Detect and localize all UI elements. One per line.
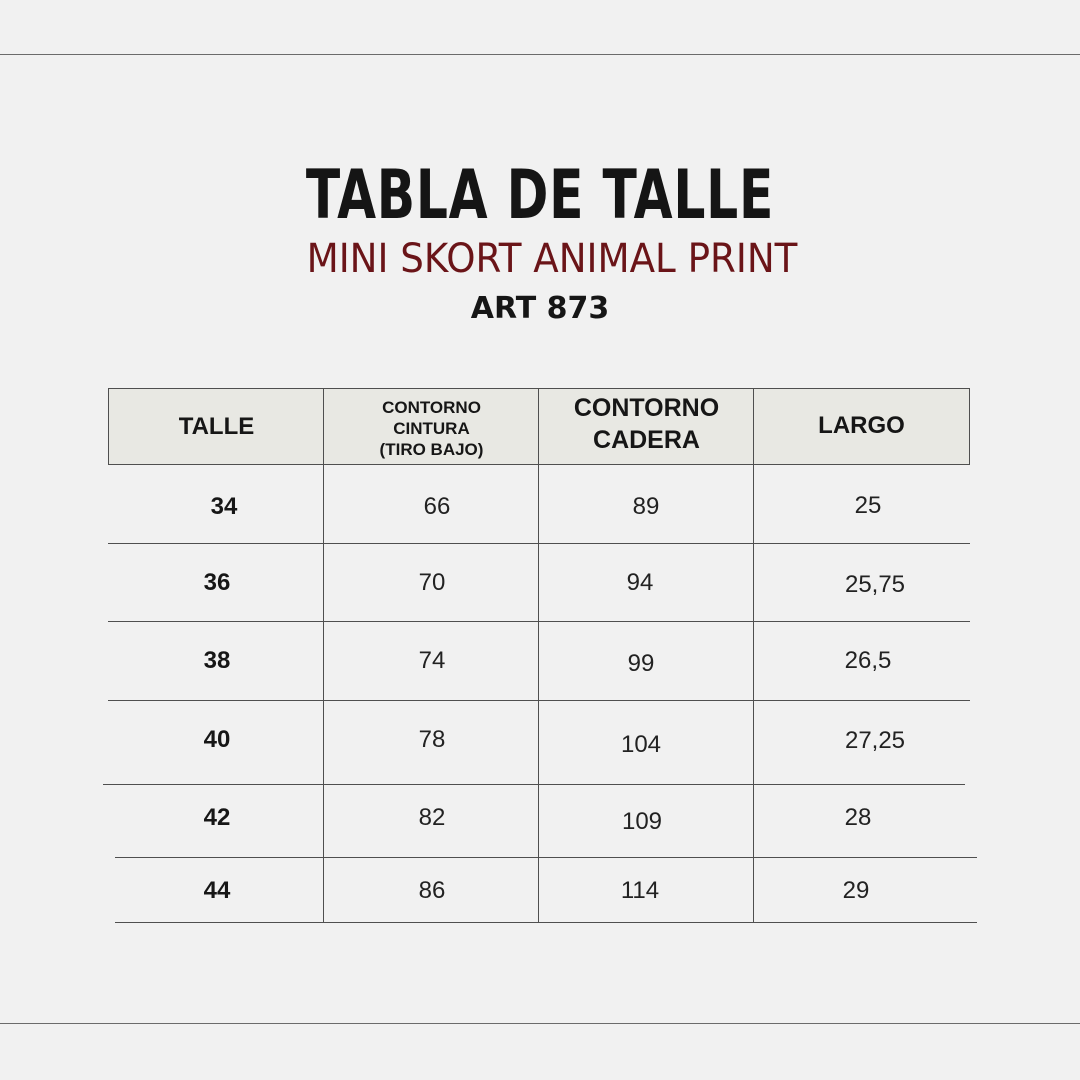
row-divider	[115, 922, 977, 923]
cell-cintura: 78	[418, 726, 446, 753]
page-title: TABLA DE TALLE	[305, 156, 775, 235]
cell-talle: 42	[203, 804, 231, 831]
cell-largo: 27,25	[844, 727, 906, 754]
header-contorno-cadera	[539, 389, 754, 464]
cell-largo: 25	[854, 492, 882, 519]
row-divider	[108, 700, 970, 701]
cell-cadera: 99	[627, 650, 655, 677]
header-cintura-line3: (TIRO BAJO)	[379, 440, 484, 459]
header-contorno-cintura	[324, 389, 539, 464]
cell-cadera: 89	[632, 493, 660, 520]
column-divider	[323, 388, 324, 922]
row-divider	[108, 621, 970, 622]
header-cadera-line1: CONTORNO	[573, 393, 720, 422]
cell-cintura: 82	[418, 804, 446, 831]
cell-largo: 29	[842, 877, 870, 904]
column-divider	[753, 388, 754, 922]
cell-largo: 25,75	[844, 571, 906, 598]
cell-cintura: 74	[418, 647, 446, 674]
row-divider	[108, 543, 970, 544]
cell-cadera: 114	[620, 877, 660, 904]
top-divider	[0, 54, 1080, 55]
row-divider	[103, 784, 965, 785]
cell-cadera: 109	[621, 808, 663, 835]
row-divider	[115, 857, 977, 858]
cell-talle: 44	[203, 877, 231, 904]
cell-talle: 38	[203, 647, 231, 674]
header-cintura-line1: CONTORNO	[382, 398, 481, 417]
cell-largo: 28	[844, 804, 872, 831]
header-largo	[754, 389, 969, 464]
article-number: ART 873	[470, 291, 610, 326]
header-talle-label: TALLE	[178, 412, 255, 440]
cell-cadera: 94	[626, 569, 654, 596]
header-talle	[109, 389, 324, 464]
cell-cintura: 86	[418, 877, 446, 904]
bottom-divider	[0, 1023, 1080, 1024]
header-cintura-line2: CINTURA	[393, 419, 470, 438]
table-header	[108, 388, 970, 465]
column-divider	[538, 388, 539, 922]
product-name: MINI SKORT ANIMAL PRINT	[306, 236, 798, 282]
header-cadera-line2: CADERA	[593, 425, 700, 454]
header-largo-label: LARGO	[818, 411, 905, 439]
cell-talle: 40	[203, 726, 231, 753]
cell-cintura: 66	[423, 493, 451, 520]
cell-largo: 26,5	[844, 647, 892, 674]
cell-talle: 36	[203, 569, 231, 596]
cell-talle: 34	[210, 493, 238, 520]
cell-cintura: 70	[418, 569, 446, 596]
cell-cadera: 104	[620, 731, 662, 758]
